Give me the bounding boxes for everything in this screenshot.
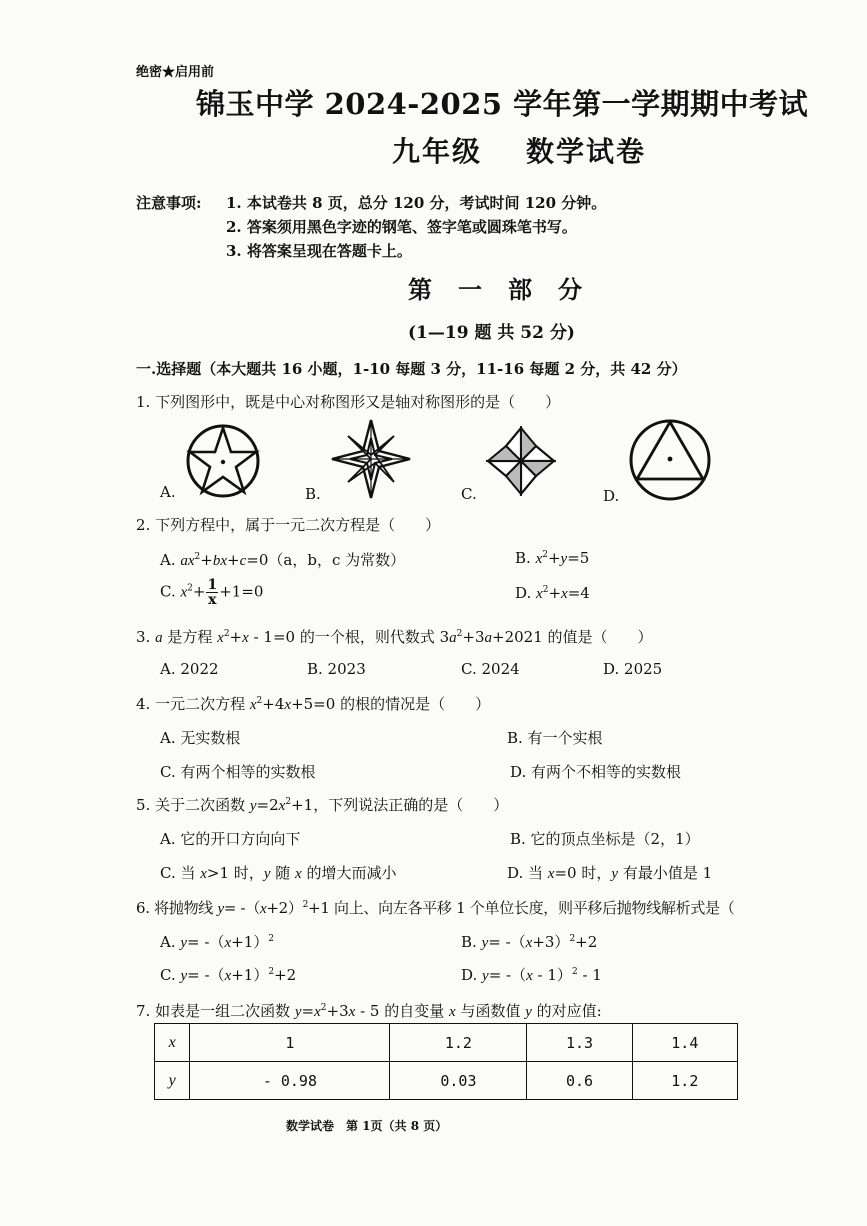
section-heading: 一.选择题（本大题共 16 小题，1-10 每题 3 分，11-16 每题 2 分，共 42 分） bbox=[136, 360, 687, 378]
confidential-mark: 绝密★启用前 bbox=[136, 65, 215, 80]
table-row bbox=[155, 1062, 738, 1100]
subject-label: 数学试卷 bbox=[526, 135, 647, 168]
q2-option-c: C. $x^2+$ $\frac{1}{x}$ +1=0 bbox=[160, 577, 264, 608]
part-char: 分 bbox=[558, 275, 582, 304]
table-cell: 1.2 bbox=[632, 1062, 737, 1100]
q1-label-c: C. bbox=[461, 485, 477, 503]
table-cell: 1.4 bbox=[632, 1024, 737, 1062]
part-char: 第 bbox=[408, 275, 432, 304]
table-cell: 1.2 bbox=[390, 1024, 527, 1062]
q2-option-a: A. $ax^2+bx+c=0(a$，b，c 为常数） bbox=[160, 551, 406, 569]
q6-option-b: B. $y= -(x+3)^2+2$ bbox=[461, 933, 598, 951]
table-cell: 0.03 bbox=[390, 1062, 527, 1100]
q3-option-a: A. 2022 bbox=[160, 660, 219, 678]
q2-option-d: D. $x^2+x=4$ bbox=[515, 584, 590, 602]
q4-stem: 4. 一元二次方程 $x^2+4x+5=0$ 的根的情况是（ ） bbox=[136, 695, 491, 713]
q3-option-d: D. 2025 bbox=[603, 660, 663, 678]
eight-point-star-icon bbox=[330, 418, 412, 500]
q1-label-d: D. bbox=[603, 487, 620, 505]
q6-option-c: C. $y= -(x+1)^2+2$ bbox=[160, 966, 297, 984]
star-in-circle-icon bbox=[182, 424, 268, 498]
q3-stem: 3. a 是方程 $x^2+x - 1=0$ 的一个根，则代数式 $3a^2+3a+2021$ 的值是（ ） bbox=[136, 628, 653, 646]
part-heading bbox=[408, 270, 608, 305]
q5-option-a: A. 它的开口方向向下 bbox=[160, 830, 301, 848]
q2-option-b: B. $x^2+y=5$ bbox=[515, 549, 590, 567]
q1-stem: 1. 下列图形中，既是中心对称图形又是轴对称图形的是（ ） bbox=[136, 393, 561, 411]
q6-stem: 6. 将抛物线 $y= -(x+2)^2+1$ 向上、向左各平移 1 个单位长度，则平移后抛物线解析式是（ bbox=[136, 899, 735, 917]
q6-option-d: D. y= -（x - 1）$^2$ - 1 bbox=[461, 966, 602, 984]
q1-label-a: A. bbox=[160, 483, 176, 501]
exam-title: 锦玉中学 2024-2025 学年第一学期期中考试 bbox=[196, 87, 809, 121]
q3-option-b: B. 2023 bbox=[307, 660, 366, 678]
table-cell: 1.3 bbox=[527, 1024, 632, 1062]
notice-item-1: 1. 本试卷共 8 页，总分 120 分，考试时间 120 分钟。 bbox=[226, 194, 607, 212]
q5-stem: 5. 关于二次函数 $y=2x^2+1$，下列说法正确的是（ ） bbox=[136, 796, 509, 814]
q5-option-c: C. 当 x>1 时，y 随 x 的增大而减小 bbox=[160, 864, 397, 882]
q6-option-a: A. $y= -(x+1)^2$ bbox=[160, 933, 274, 951]
q4-option-d: D. 有两个不相等的实数根 bbox=[510, 763, 682, 781]
q4-option-b: B. 有一个实根 bbox=[507, 729, 603, 747]
table-cell: 1 bbox=[190, 1024, 390, 1062]
q5-option-b: B. 它的顶点坐标是（2，1） bbox=[510, 830, 700, 848]
q7-stem: 7. 如表是一组二次函数 $y=x^2+3x - 5$ 的自变量 x 与函数值 y 的对应值: bbox=[136, 1002, 602, 1020]
notice-label: 注意事项: bbox=[136, 194, 202, 212]
exam-subtitle bbox=[392, 130, 646, 170]
table-header-x: x bbox=[155, 1024, 190, 1062]
pinwheel-icon bbox=[486, 426, 556, 496]
page-footer: 数学试卷 第 1页（共 8 页） bbox=[286, 1119, 448, 1133]
table-cell: - 0.98 bbox=[190, 1062, 390, 1100]
part-range: (1—19 题 共 52 分) bbox=[408, 323, 575, 343]
part-char: 一 bbox=[458, 275, 482, 304]
q3-option-c: C. 2024 bbox=[461, 660, 520, 678]
q4-option-c: C. 有两个相等的实数根 bbox=[160, 763, 316, 781]
table-row bbox=[155, 1024, 738, 1062]
notice-item-2: 2. 答案须用黑色字迹的钢笔、签字笔或圆珠笔书写。 bbox=[226, 218, 577, 236]
q1-label-b: B. bbox=[305, 485, 321, 503]
table-header-y: y bbox=[155, 1062, 190, 1100]
value-table bbox=[154, 1023, 738, 1100]
part-char: 部 bbox=[508, 275, 532, 304]
q2-stem: 2. 下列方程中，属于一元二次方程是（ ） bbox=[136, 516, 441, 534]
notice-item-3: 3. 将答案呈现在答题卡上。 bbox=[226, 242, 412, 260]
q5-option-d: D. 当 x=0 时，y 有最小值是 1 bbox=[507, 864, 713, 882]
grade-label: 九年级 bbox=[392, 135, 483, 168]
triangle-in-circle-icon bbox=[628, 418, 712, 502]
table-cell: 0.6 bbox=[527, 1062, 632, 1100]
q4-option-a: A. 无实数根 bbox=[160, 729, 241, 747]
